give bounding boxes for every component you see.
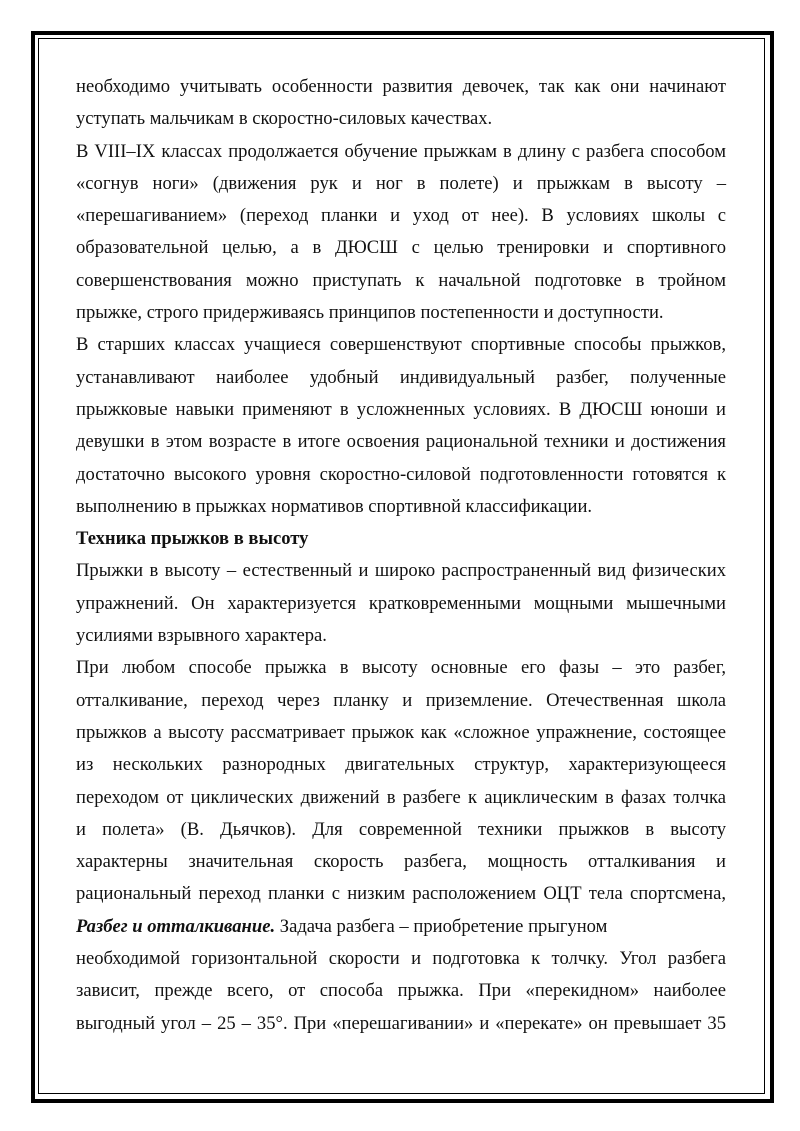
- text-line: усилиями взрывного характера.: [76, 625, 327, 647]
- text-line: «перешагиванием» (переход планки и уход от нее). В условиях школы с: [76, 205, 726, 227]
- paragraph-6: [76, 911, 726, 1040]
- lead-in-title: Разбег и отталкивание.: [76, 915, 276, 937]
- text-line: «согнув ноги» (движения рук и ног в полете) и прыжкам в высоту –: [76, 172, 726, 194]
- text-line: образовательной целью, а в ДЮСШ с целью тренировки и спортивного: [76, 237, 726, 259]
- lead-in-rest: Задача разбега – приобретение прыгуном: [275, 915, 608, 937]
- paragraph-4: [76, 555, 726, 652]
- text-line: отталкивание, переход через планку и приземление. Отечественная школа: [76, 689, 726, 711]
- section-heading: Техника прыжков в высоту: [76, 528, 309, 550]
- text-line: выгодный угол – 25 – 35°. При «перешагивании» и «перекате» он превышает 35: [76, 1012, 726, 1034]
- text-line: необходимо учитывать особенности развития девочек, так как они начинают: [76, 76, 726, 97]
- text-line-lead: [76, 911, 726, 943]
- text-line: переходом от циклических движений в разбеге к ациклическим в фазах толчка: [76, 786, 726, 808]
- text-line: необходимой горизонтальной скорости и подготовка к толчку. Угол разбега: [76, 948, 726, 970]
- text-line: совершенствования можно приступать к начальной подготовке в тройном: [76, 269, 726, 291]
- text-line: прыжков а высоту рассматривает прыжок как «сложное упражнение, состоящее: [76, 721, 726, 743]
- text-line: прыжке, строго придерживаясь принципов постепенности и доступности.: [76, 302, 664, 324]
- text-line: При любом способе прыжка в высоту основные его фазы – это разбег,: [76, 657, 726, 679]
- text-line: упражнений. Он характеризуется кратковременными мощными мышечными: [76, 592, 726, 614]
- text-line: девушки в этом возрасте в итоге освоения рациональной техники и достижения: [76, 431, 726, 453]
- text-line: В старших классах учащиеся совершенствуют спортивные способы прыжков,: [76, 334, 726, 356]
- paragraph-5: [76, 652, 726, 910]
- paragraph-3: [76, 329, 726, 523]
- text-line: Прыжки в высоту – естественный и широко распространенный вид физических: [76, 560, 726, 582]
- paragraph-2: [76, 136, 726, 330]
- text-line: устанавливают наиболее удобный индивидуальный разбег, полученные: [76, 366, 726, 388]
- text-line: выполнению в прыжках нормативов спортивной классификации.: [76, 495, 593, 517]
- text-line: прыжковые навыки применяют в усложненных условиях. В ДЮСШ юноши и: [76, 398, 726, 420]
- text-line: характерны значительная скорость разбега, мощность отталкивания и: [76, 851, 726, 873]
- text-line: достаточно высокого уровня скоростно-силовой подготовленности готовятся к: [76, 463, 726, 485]
- text-line: из нескольких разнородных двигательных структур, характеризующееся: [76, 754, 726, 776]
- text-line: уступать мальчикам в скоростно-силовых качествах.: [76, 108, 493, 130]
- text-line: зависит, прежде всего, от способа прыжка. При «перекидном» наиболее: [76, 980, 726, 1002]
- document-body: [76, 71, 726, 1040]
- text-line: В VIII–IX классах продолжается обучение прыжкам в длину с разбега способом: [76, 140, 726, 162]
- paragraph-1: [76, 71, 726, 136]
- text-line: рациональный переход планки с низким расположением ОЦТ тела спортсмена,: [76, 883, 726, 905]
- text-line: и полета» (В. Дьячков). Для современной техники прыжков в высоту: [76, 818, 726, 840]
